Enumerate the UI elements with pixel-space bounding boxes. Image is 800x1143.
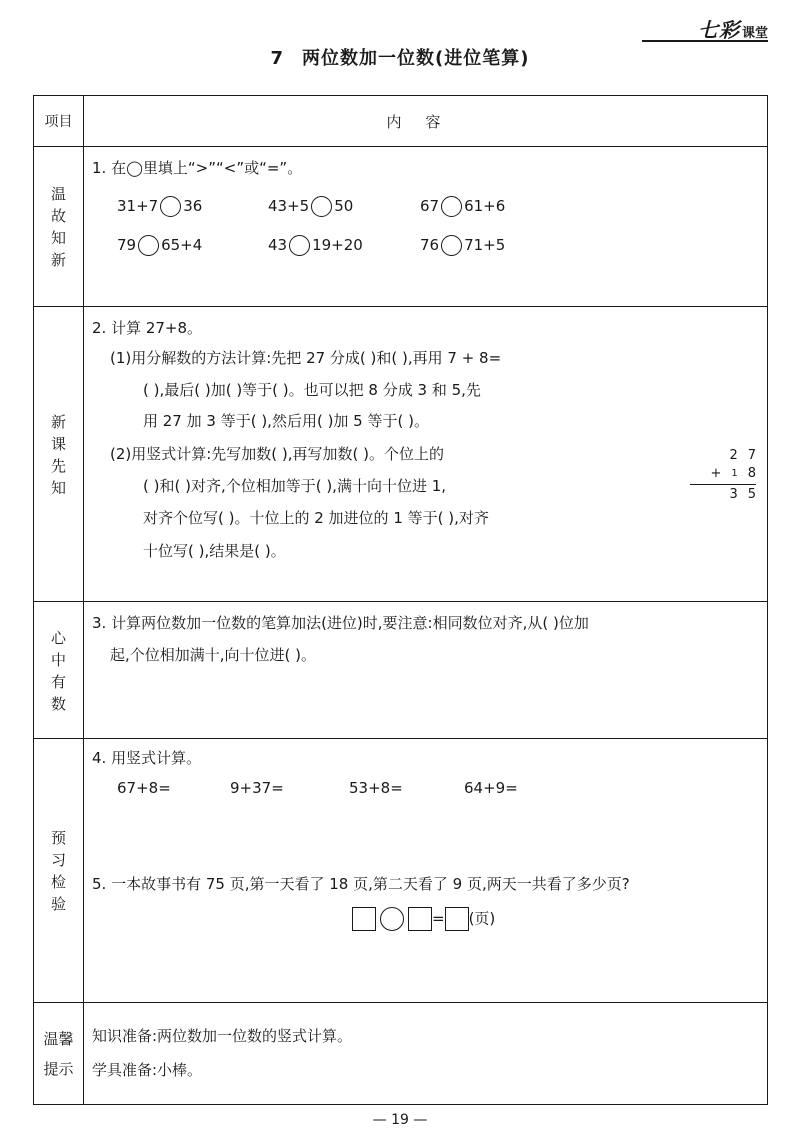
q5-answer-equation [352,907,495,931]
preview-label: 预 习 检 验 [34,739,84,1003]
compare-circle[interactable] [441,196,462,217]
section-tips [34,1002,767,1105]
q2-part1-line: 用 27 加 3 等于( ),然后用( )加 5 等于( )。 [143,412,429,430]
q2-part2-line: 对齐个位写( )。十位上的 2 加进位的 1 等于( ),对齐 [143,509,489,527]
vcalc-line [690,484,756,485]
new-lesson-label: 新 课 先 知 [34,307,84,602]
tips-content [84,1003,767,1105]
tips-label: 温馨 提示 [34,1003,84,1105]
q4-expr: 9+37= [230,779,284,797]
page-number: — 19 — [372,1112,428,1128]
carry-digit: 1 [731,468,738,479]
q2-part1-line: ( ),最后( )加( )等于( )。也可以把 8 分成 3 和 5,先 [143,381,481,399]
compare-circle[interactable] [289,235,310,256]
compare-circle[interactable] [138,235,159,256]
answer-box[interactable] [445,907,469,931]
lesson-title: 两位数加一位数(进位笔算) [302,48,530,69]
review-label: 温 故 知 新 [34,147,84,307]
q3-line: 起,个位相加满十,向十位进( )。 [110,646,317,664]
brand-underline [642,40,768,42]
q4-expr: 53+8= [349,779,403,797]
unit-label: (页) [468,909,496,928]
compare-item: 79 65+4 [117,236,203,254]
section-mind [34,601,767,739]
compare-item: 43 19+20 [268,236,363,254]
vcalc-row-addend: + 1 8 [710,466,756,481]
q2-part2-line: 十位写( ),结果是( )。 [143,542,286,560]
brand-main: 七彩 [697,18,740,42]
tip-line: 学具准备:小棒。 [92,1061,203,1079]
equals-sign: = [432,909,445,928]
compare-item: 67 61+6 [420,197,506,215]
worksheet-table [33,95,768,1105]
q2-part2-line: ( )和( )对齐,个位相加等于( ),满十向十位进 1, [143,477,447,495]
review-content [84,147,767,307]
section-new-lesson [34,306,767,602]
mind-content [84,602,767,739]
q4-title: 4. 用竖式计算。 [92,749,202,767]
q4-expr: 67+8= [117,779,171,797]
section-review [34,146,767,307]
q2-part2-line: (2)用竖式计算:先写加数( ),再写加数( )。个位上的 [110,445,445,463]
q2-part1-line: (1)用分解数的方法计算:先把 27 分成( )和( ),再用 7 + 8= [110,349,502,367]
vcalc-row-top: 2 7 [729,448,756,463]
vcalc-row-result: 3 5 [729,487,756,502]
preview-content [84,739,767,1003]
header-content-label: 内容 [386,112,465,131]
operator-circle[interactable] [380,907,404,931]
brand-logo [698,14,768,43]
q5-title: 5. 一本故事书有 75 页,第一天看了 18 页,第二天看了 9 页,两天一共看了多少页? [92,875,630,893]
header-item-label: 项目 [34,96,84,146]
header-row [34,96,767,146]
q3-line: 3. 计算两位数加一位数的笔算加法(进位)时,要注意:相同数位对齐,从( )位加 [92,614,589,632]
tip-line: 知识准备:两位数加一位数的竖式计算。 [92,1027,353,1045]
brand-sub: 课堂 [741,26,768,41]
answer-box[interactable] [352,907,376,931]
compare-circle[interactable] [441,235,462,256]
compare-item: 43+5 50 [268,197,354,215]
compare-item: 76 71+5 [420,236,506,254]
q1-title: 1. 在◯里填上“>”“<”或“=”。 [92,159,303,177]
compare-item: 31+7 36 [117,197,203,215]
q4-expr: 64+9= [464,779,518,797]
lesson-number: 7 [270,48,285,69]
mind-label: 心 中 有 数 [34,602,84,739]
new-lesson-content [84,307,767,602]
vertical-calculation [690,447,756,504]
compare-circle[interactable] [160,196,181,217]
q2-title: 2. 计算 27+8。 [92,319,203,337]
page-title [0,44,800,70]
answer-box[interactable] [408,907,432,931]
compare-circle[interactable] [311,196,332,217]
section-preview [34,738,767,1003]
